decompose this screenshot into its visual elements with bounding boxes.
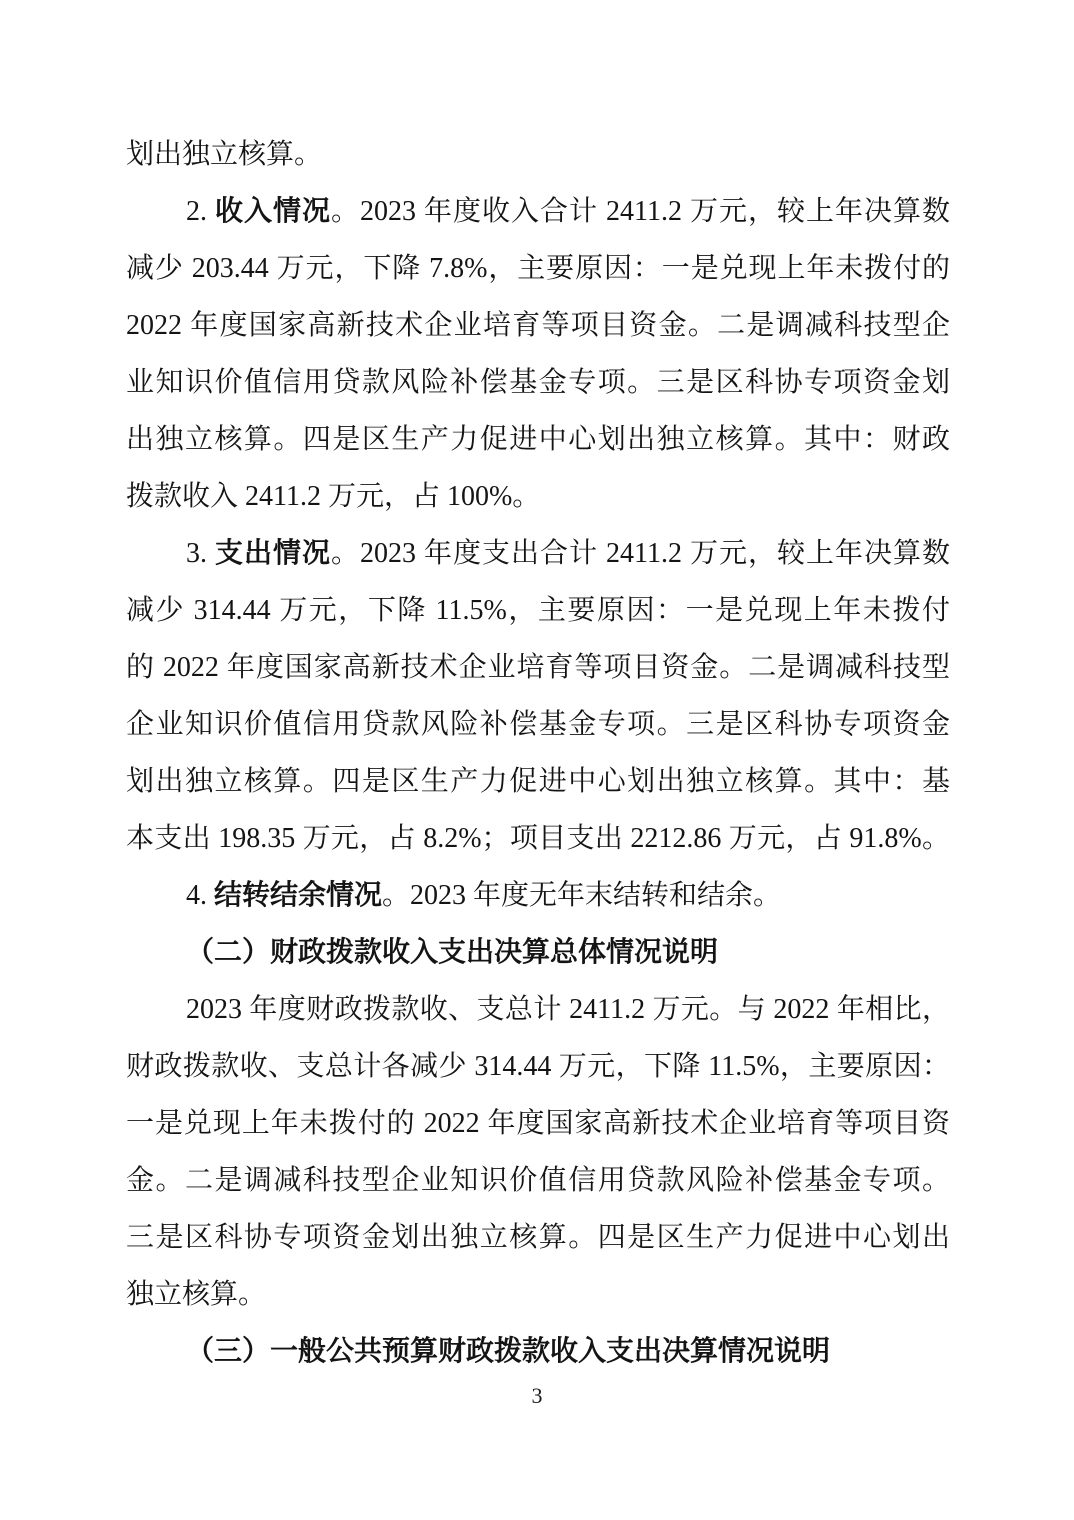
bold-text-run: （三）一般公共预算财政拨款收入支出决算情况说明 bbox=[186, 1336, 831, 1367]
text-line bbox=[126, 468, 950, 525]
heading-line bbox=[126, 924, 950, 981]
text-run: 2023 年度财政拨款收、支总计 2411.2 万元。与 2022 年相比， bbox=[186, 994, 950, 1025]
text-run: 业知识价值信用贷款风险补偿基金专项。三是区科协专项资金划 bbox=[126, 367, 950, 398]
text-line bbox=[126, 981, 950, 1038]
bold-text-run: （二）财政拨款收入支出决算总体情况说明 bbox=[186, 937, 719, 968]
text-run: 3. bbox=[186, 538, 216, 569]
text-run: 。2023 年度支出合计 2411.2 万元，较上年决算数 bbox=[331, 538, 950, 569]
bold-text-run: 收入情况 bbox=[215, 196, 332, 227]
text-run: 三是区科协专项资金划出独立核算。四是区生产力促进中心划出 bbox=[126, 1222, 950, 1253]
text-line bbox=[126, 1209, 950, 1266]
bold-text-run: 支出情况 bbox=[215, 538, 332, 569]
document-body bbox=[126, 126, 950, 1380]
text-run: 减少 314.44 万元，下降 11.5%，主要原因：一是兑现上年未拨付 bbox=[126, 595, 950, 626]
text-line bbox=[126, 696, 950, 753]
text-line bbox=[126, 639, 950, 696]
text-run: 出独立核算。四是区生产力促进中心划出独立核算。其中：财政 bbox=[126, 424, 950, 455]
text-run: 财政拨款收、支总计各减少 314.44 万元，下降 11.5%，主要原因： bbox=[126, 1051, 950, 1082]
text-line bbox=[126, 183, 950, 240]
text-run: 。2023 年度无年末结转和结余。 bbox=[382, 880, 782, 911]
text-run: 企业知识价值信用贷款风险补偿基金专项。三是区科协专项资金 bbox=[126, 709, 950, 740]
text-line bbox=[126, 810, 950, 867]
text-run: 。2023 年度收入合计 2411.2 万元，较上年决算数 bbox=[331, 196, 950, 227]
text-run: 划出独立核算。四是区生产力促进中心划出独立核算。其中：基 bbox=[126, 766, 950, 797]
text-run: 4. bbox=[186, 880, 214, 911]
text-run: 2022 年度国家高新技术企业培育等项目资金。二是调减科技型企 bbox=[126, 310, 950, 341]
text-line bbox=[126, 1152, 950, 1209]
heading-line bbox=[126, 1323, 950, 1380]
text-run: 2. bbox=[186, 196, 216, 227]
text-line bbox=[126, 411, 950, 468]
text-line bbox=[126, 753, 950, 810]
text-run: 金。二是调减科技型企业知识价值信用贷款风险补偿基金专项。 bbox=[126, 1165, 950, 1196]
text-run: 独立核算。 bbox=[126, 1279, 267, 1310]
bold-text-run: 结转结余情况 bbox=[214, 880, 383, 911]
page-number: 3 bbox=[531, 1383, 543, 1408]
text-line bbox=[126, 1266, 950, 1323]
text-run: 一是兑现上年未拨付的 2022 年度国家高新技术企业培育等项目资 bbox=[126, 1108, 950, 1139]
text-line bbox=[126, 240, 950, 297]
text-line bbox=[126, 867, 950, 924]
text-line bbox=[126, 354, 950, 411]
text-line bbox=[126, 1095, 950, 1152]
text-run: 拨款收入 2411.2 万元，占 100%。 bbox=[126, 481, 541, 512]
text-run: 划出独立核算。 bbox=[126, 139, 323, 170]
text-run: 本支出 198.35 万元，占 8.2%；项目支出 2212.86 万元，占 91.8%。 bbox=[126, 823, 950, 854]
text-line bbox=[126, 582, 950, 639]
text-line bbox=[126, 297, 950, 354]
text-line bbox=[126, 126, 950, 183]
text-line bbox=[126, 1038, 950, 1095]
text-run: 的 2022 年度国家高新技术企业培育等项目资金。二是调减科技型 bbox=[126, 652, 950, 683]
text-line bbox=[126, 525, 950, 582]
text-run: 减少 203.44 万元，下降 7.8%，主要原因：一是兑现上年未拨付的 bbox=[126, 253, 950, 284]
